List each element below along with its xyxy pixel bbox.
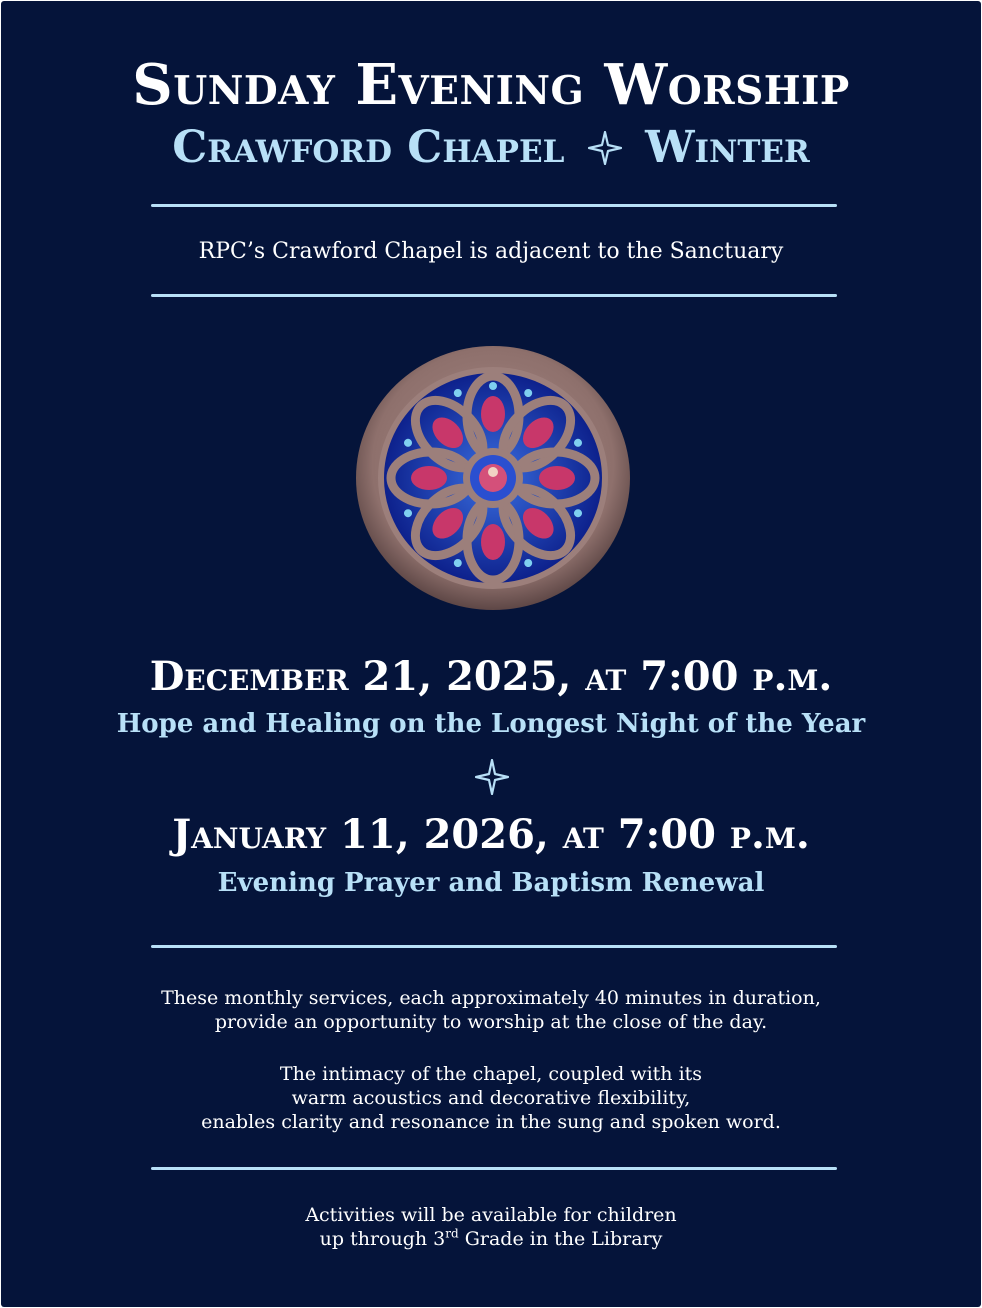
service-title: Hope and Healing on the Longest Night of the Year	[116, 709, 866, 739]
rose-window-image	[355, 345, 631, 611]
subtitle-season: Winter	[645, 122, 810, 173]
service-title: Evening Prayer and Baptism Renewal	[217, 868, 765, 898]
text-fragment: up through 3	[319, 1228, 446, 1250]
text-line: The intimacy of the chapel, coupled with its	[279, 1063, 703, 1085]
service-date: January 11, 2026, at 7:00 p.m.	[172, 811, 810, 858]
divider-line	[151, 1167, 837, 1170]
subtitle	[1, 123, 981, 176]
location-note: RPC’s Crawford Chapel is adjacent to the Sanctuary	[198, 239, 784, 264]
four-point-star-icon	[588, 126, 622, 176]
service-date: December 21, 2025, at 7:00 p.m.	[149, 653, 833, 700]
subtitle-location: Crawford Chapel	[172, 122, 565, 173]
text-line: warm acoustics and decorative flexibility,	[291, 1087, 691, 1109]
divider-line	[151, 204, 837, 207]
text-line	[1, 1227, 981, 1251]
four-point-star-icon	[475, 759, 509, 799]
text-line: These monthly services, each approximately 40 minutes in duration,	[161, 987, 821, 1009]
text-line: provide an opportunity to worship at the close of the day.	[214, 1011, 768, 1033]
divider-line	[151, 294, 837, 297]
ordinal-suffix: rd	[445, 1226, 459, 1241]
text-line: Activities will be available for children	[305, 1204, 677, 1226]
text-fragment: Grade in the Library	[458, 1228, 663, 1250]
children-note	[1, 1203, 981, 1251]
page-title: Sunday Evening Worship	[132, 52, 850, 118]
flyer	[1, 1, 981, 1307]
description-paragraph	[1, 986, 981, 1034]
description-paragraph	[1, 1062, 981, 1134]
text-line: enables clarity and resonance in the sung and spoken word.	[201, 1111, 781, 1133]
divider-line	[151, 945, 837, 948]
